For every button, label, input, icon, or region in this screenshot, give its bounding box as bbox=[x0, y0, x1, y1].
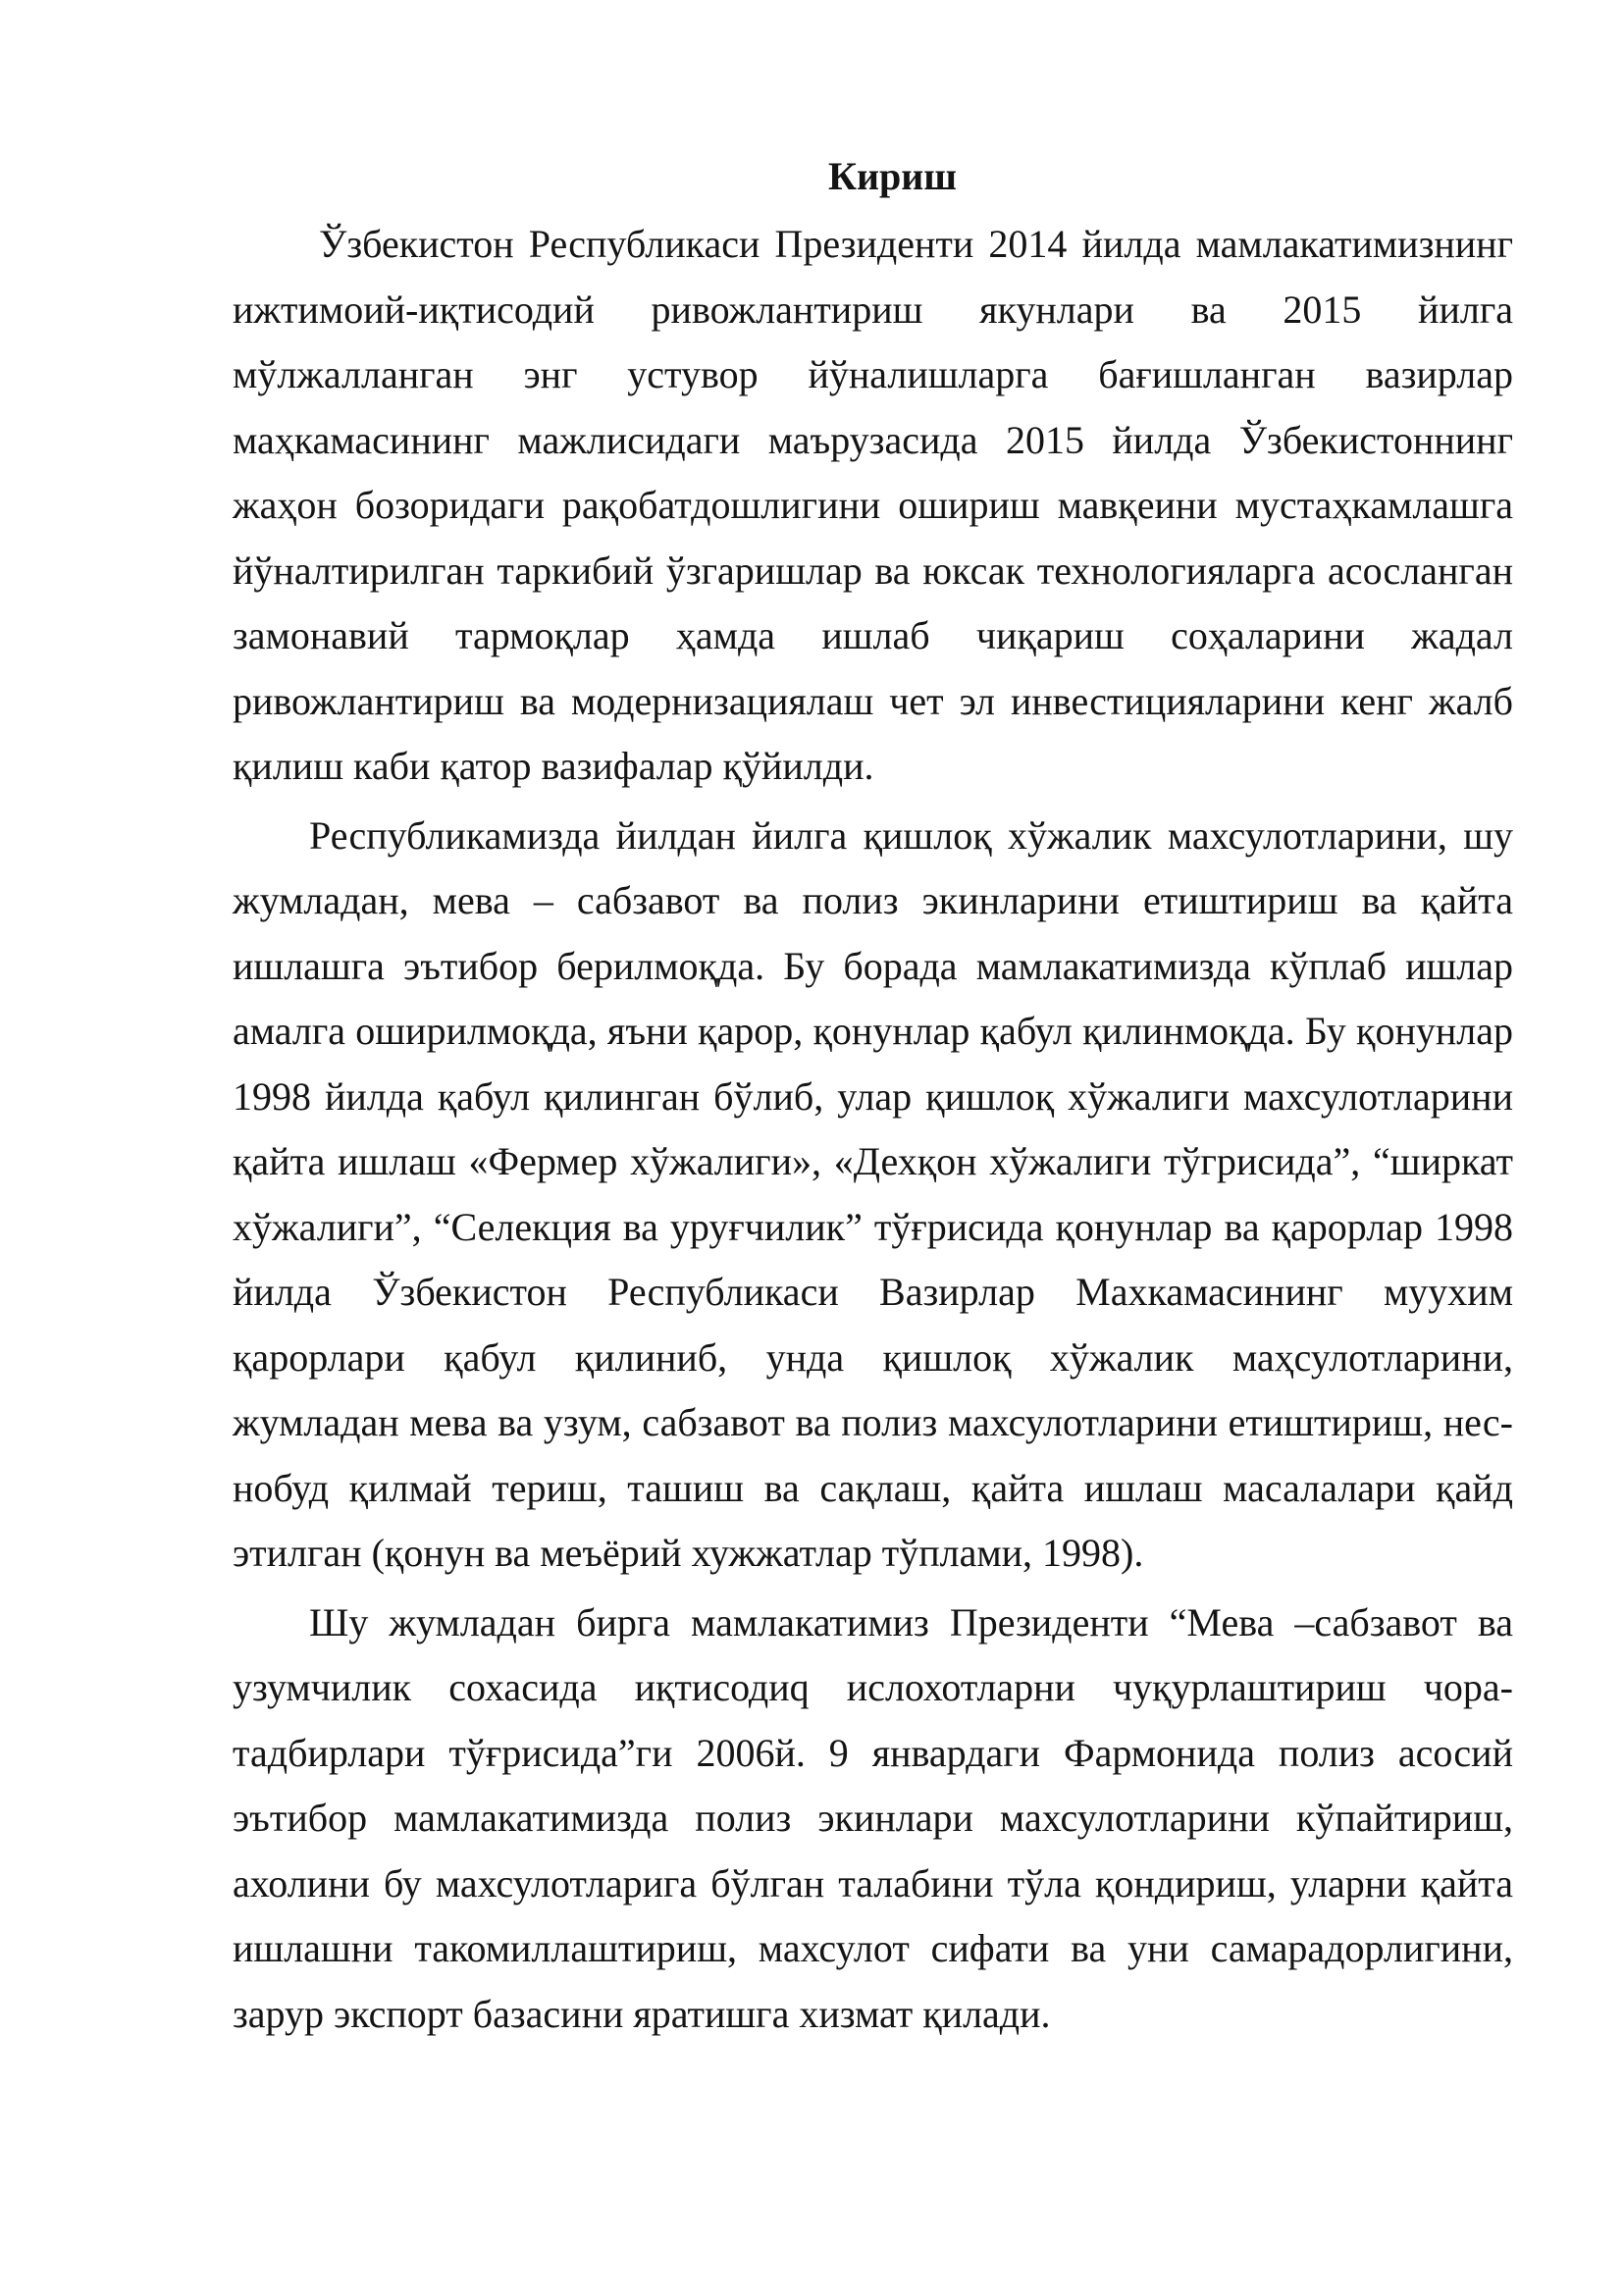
paragraph-2: Республикамизда йилдан йилга қишлоқ хўжалик махсулотларини, шу жумладан, мева – сабзавот ва полиз экинларини етиштириш ва қайта ишлашга эътибор берилмоқда. Бу борада мамлакатимизда кўплаб ишлар амалга оширилмоқда, яъни қарор, қонунлар қабул қилинмоқда. Бу қонунлар 1998 йилда қабул қилинган бўлиб, улар қишлоқ хўжалиги махсулотларини қайта ишлаш «Фермер хўжалиги», «Дехқон хўжалиги тўгрисида”, “ширкат хўжалиги”, “Селекция ва уруғчилик” тўғрисида қонунлар ва қарорлар 1998 йилда Ўзбекистон Республикаси Вазирлар Махкамасининг муухим қарорлари қабул қилиниб, унда қишлоқ хўжалик маҳсулотларини, жумладан мева ва узум, сабзавот ва полиз махсулотларини етиштириш, нес-нобуд қилмай териш, ташиш ва сақлаш, қайта ишлаш масалалари қайд этилган (қонун ва меъёрий хужжатлар тўплами, 1998). bbox=[233, 812, 1513, 1575]
page-title: Кириш bbox=[827, 154, 958, 198]
paragraph-3: Шу жумладан бирга мамлакатимиз Президенти “Мева –сабзавот ва узумчилик сохасида иқтисодиq ислохотларни чуқурлаштириш чора-тадбирлари тўғрисида”ги 2006й. 9 январдаги Фармонида полиз асосий эътибор мамлакатимизда полиз экинлари махсулотларини кўпайтириш, ахолини бу махсулотларига бўлган талабини тўла қондириш, уларни қайта ишлашни такомиллаштириш, махсулот сифати ва уни самарадорлигини, зарур экспорт базасини яратишга хизмат қилади. bbox=[233, 1599, 1513, 2036]
document-body bbox=[233, 147, 1513, 2051]
paragraph-1: Ўзбекистон Республикаси Президенти 2014 йилда мамлакатимизнинг ижтимоий-иқтисодий ривожлантириш якунлари ва 2015 йилга мўлжалланган энг устувор йўналишларга бағишланган вазирлар маҳкамасининг мажлисидаги маърузасида 2015 йилда Ўзбекистоннинг жаҳон бозоридаги рақобатдошлигини ошириш мавқеини мустаҳкамлашга йўналтирилган таркибий ўзгаришлар ва юксак технологияларга асосланган замонавий тармоқлар ҳамда ишлаб чиқариш соҳаларини жадал ривожлантириш ва модернизациялаш чет эл инвестицияларини кенг жалб қилиш каби қатор вазифалар қўйилди. bbox=[233, 222, 1513, 788]
